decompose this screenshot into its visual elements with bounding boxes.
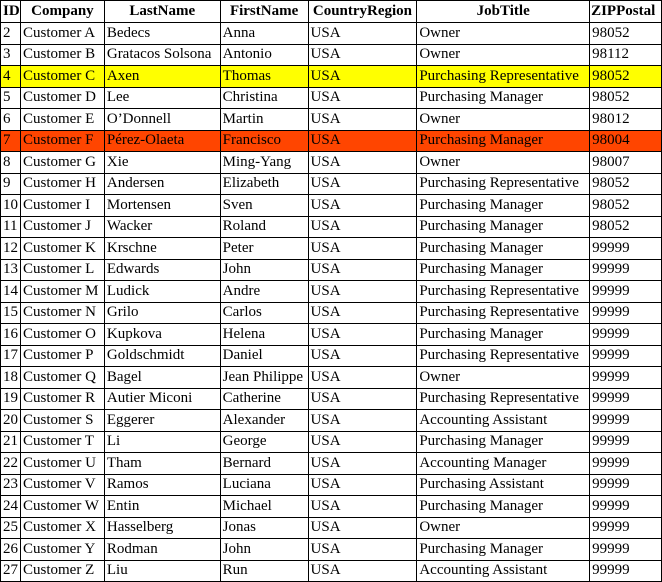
cell-lastname: Xie: [104, 152, 220, 174]
cell-countryregion: USA: [308, 345, 417, 367]
cell-countryregion: USA: [308, 259, 417, 281]
cell-firstname: Catherine: [220, 388, 308, 410]
cell-lastname: Axen: [104, 66, 220, 88]
cell-zippostal: 98052: [590, 66, 662, 88]
cell-jobtitle: Accounting Manager: [417, 453, 590, 475]
cell-lastname: Krschne: [104, 238, 220, 260]
cell-lastname: Eggerer: [104, 410, 220, 432]
cell-zippostal: 99999: [590, 281, 662, 303]
cell-countryregion: USA: [308, 496, 417, 518]
cell-company: Customer B: [20, 44, 104, 66]
cell-countryregion: USA: [308, 367, 417, 389]
cell-firstname: Ming-Yang: [220, 152, 308, 174]
cell-countryregion: USA: [308, 302, 417, 324]
table-row: [1, 410, 662, 432]
cell-firstname: Roland: [220, 216, 308, 238]
cell-company: Customer T: [20, 431, 104, 453]
cell-company: Customer N: [20, 302, 104, 324]
cell-jobtitle: Accounting Assistant: [417, 560, 590, 582]
cell-countryregion: USA: [308, 281, 417, 303]
cell-company: Customer M: [20, 281, 104, 303]
cell-zippostal: 99999: [590, 324, 662, 346]
cell-zippostal: 98052: [590, 216, 662, 238]
cell-countryregion: USA: [308, 388, 417, 410]
cell-jobtitle: Purchasing Manager: [417, 130, 590, 152]
header-row: [1, 1, 662, 23]
cell-company: Customer R: [20, 388, 104, 410]
cell-jobtitle: Purchasing Representative: [417, 281, 590, 303]
cell-lastname: Ludick: [104, 281, 220, 303]
cell-jobtitle: Purchasing Manager: [417, 238, 590, 260]
cell-id: 6: [1, 109, 21, 131]
cell-countryregion: USA: [308, 560, 417, 582]
cell-lastname: Pérez-Olaeta: [104, 130, 220, 152]
cell-company: Customer S: [20, 410, 104, 432]
table-row: [1, 539, 662, 561]
cell-company: Customer Z: [20, 560, 104, 582]
cell-countryregion: USA: [308, 173, 417, 195]
cell-zippostal: 98052: [590, 23, 662, 45]
cell-zippostal: 98052: [590, 87, 662, 109]
cell-id: 4: [1, 66, 21, 88]
cell-company: Customer C: [20, 66, 104, 88]
header-company: Company: [20, 1, 104, 23]
cell-jobtitle: Owner: [417, 44, 590, 66]
cell-jobtitle: Purchasing Manager: [417, 539, 590, 561]
cell-firstname: Elizabeth: [220, 173, 308, 195]
cell-zippostal: 99999: [590, 539, 662, 561]
cell-countryregion: USA: [308, 195, 417, 217]
cell-zippostal: 99999: [590, 431, 662, 453]
cell-company: Customer F: [20, 130, 104, 152]
cell-countryregion: USA: [308, 453, 417, 475]
cell-firstname: Francisco: [220, 130, 308, 152]
cell-id: 7: [1, 130, 21, 152]
table-row: [1, 87, 662, 109]
cell-firstname: George: [220, 431, 308, 453]
cell-firstname: Jonas: [220, 517, 308, 539]
table-row: [1, 431, 662, 453]
cell-countryregion: USA: [308, 130, 417, 152]
table-row: [1, 216, 662, 238]
table-row: [1, 109, 662, 131]
cell-countryregion: USA: [308, 87, 417, 109]
cell-jobtitle: Purchasing Representative: [417, 66, 590, 88]
cell-company: Customer Y: [20, 539, 104, 561]
cell-lastname: Lee: [104, 87, 220, 109]
cell-lastname: Bagel: [104, 367, 220, 389]
table-row: [1, 474, 662, 496]
cell-id: 22: [1, 453, 21, 475]
cell-id: 18: [1, 367, 21, 389]
cell-jobtitle: Purchasing Manager: [417, 259, 590, 281]
cell-id: 20: [1, 410, 21, 432]
cell-id: 17: [1, 345, 21, 367]
table-body: [1, 23, 662, 582]
cell-lastname: Goldschmidt: [104, 345, 220, 367]
cell-company: Customer H: [20, 173, 104, 195]
cell-company: Customer J: [20, 216, 104, 238]
header-jobtitle: JobTitle: [417, 1, 590, 23]
cell-id: 5: [1, 87, 21, 109]
cell-firstname: John: [220, 259, 308, 281]
cell-id: 15: [1, 302, 21, 324]
cell-firstname: Peter: [220, 238, 308, 260]
table-row: [1, 388, 662, 410]
cell-id: 23: [1, 474, 21, 496]
cell-company: Customer E: [20, 109, 104, 131]
cell-firstname: Helena: [220, 324, 308, 346]
cell-jobtitle: Purchasing Manager: [417, 324, 590, 346]
cell-id: 27: [1, 560, 21, 582]
cell-zippostal: 98112: [590, 44, 662, 66]
cell-company: Customer U: [20, 453, 104, 475]
header-countryregion: CountryRegion: [308, 1, 417, 23]
cell-jobtitle: Accounting Assistant: [417, 410, 590, 432]
cell-zippostal: 99999: [590, 474, 662, 496]
table-row: [1, 238, 662, 260]
cell-lastname: Ramos: [104, 474, 220, 496]
cell-countryregion: USA: [308, 66, 417, 88]
cell-jobtitle: Purchasing Manager: [417, 195, 590, 217]
table-row: [1, 66, 662, 88]
table-row: [1, 23, 662, 45]
cell-lastname: O’Donnell: [104, 109, 220, 131]
cell-zippostal: 99999: [590, 496, 662, 518]
cell-firstname: Anna: [220, 23, 308, 45]
cell-company: Customer K: [20, 238, 104, 260]
table-row: [1, 302, 662, 324]
table-row: [1, 453, 662, 475]
header-zippostal: ZIPPostal: [590, 1, 662, 23]
cell-countryregion: USA: [308, 109, 417, 131]
cell-countryregion: USA: [308, 539, 417, 561]
cell-id: 11: [1, 216, 21, 238]
cell-id: 21: [1, 431, 21, 453]
cell-lastname: Grilo: [104, 302, 220, 324]
table-row: [1, 324, 662, 346]
cell-zippostal: 99999: [590, 453, 662, 475]
cell-firstname: Michael: [220, 496, 308, 518]
cell-company: Customer D: [20, 87, 104, 109]
cell-countryregion: USA: [308, 44, 417, 66]
cell-firstname: Jean Philippe: [220, 367, 308, 389]
cell-zippostal: 99999: [590, 560, 662, 582]
cell-jobtitle: Purchasing Representative: [417, 302, 590, 324]
cell-lastname: Wacker: [104, 216, 220, 238]
cell-jobtitle: Owner: [417, 367, 590, 389]
cell-lastname: Andersen: [104, 173, 220, 195]
cell-zippostal: 99999: [590, 238, 662, 260]
cell-zippostal: 99999: [590, 367, 662, 389]
cell-zippostal: 99999: [590, 388, 662, 410]
cell-zippostal: 98052: [590, 195, 662, 217]
cell-jobtitle: Purchasing Manager: [417, 496, 590, 518]
cell-jobtitle: Owner: [417, 152, 590, 174]
cell-countryregion: USA: [308, 152, 417, 174]
table-row: [1, 496, 662, 518]
cell-id: 9: [1, 173, 21, 195]
table-row: [1, 517, 662, 539]
cell-firstname: John: [220, 539, 308, 561]
cell-firstname: Christina: [220, 87, 308, 109]
table-row: [1, 259, 662, 281]
cell-jobtitle: Owner: [417, 109, 590, 131]
cell-id: 14: [1, 281, 21, 303]
cell-id: 12: [1, 238, 21, 260]
table-row: [1, 173, 662, 195]
cell-lastname: Tham: [104, 453, 220, 475]
cell-id: 13: [1, 259, 21, 281]
cell-zippostal: 99999: [590, 345, 662, 367]
cell-company: Customer V: [20, 474, 104, 496]
cell-firstname: Sven: [220, 195, 308, 217]
cell-company: Customer O: [20, 324, 104, 346]
cell-company: Customer X: [20, 517, 104, 539]
cell-zippostal: 98004: [590, 130, 662, 152]
cell-zippostal: 99999: [590, 410, 662, 432]
cell-jobtitle: Purchasing Manager: [417, 87, 590, 109]
header-id: ID: [1, 1, 21, 23]
cell-zippostal: 98052: [590, 173, 662, 195]
table-row: [1, 281, 662, 303]
cell-jobtitle: Purchasing Assistant: [417, 474, 590, 496]
header-firstname: FirstName: [220, 1, 308, 23]
cell-jobtitle: Purchasing Representative: [417, 345, 590, 367]
cell-lastname: Mortensen: [104, 195, 220, 217]
cell-id: 25: [1, 517, 21, 539]
cell-lastname: Gratacos Solsona: [104, 44, 220, 66]
cell-zippostal: 98012: [590, 109, 662, 131]
cell-company: Customer I: [20, 195, 104, 217]
table-row: [1, 345, 662, 367]
cell-jobtitle: Purchasing Manager: [417, 431, 590, 453]
cell-firstname: Alexander: [220, 410, 308, 432]
cell-company: Customer W: [20, 496, 104, 518]
cell-firstname: Martin: [220, 109, 308, 131]
cell-countryregion: USA: [308, 324, 417, 346]
cell-firstname: Bernard: [220, 453, 308, 475]
cell-lastname: Edwards: [104, 259, 220, 281]
cell-lastname: Liu: [104, 560, 220, 582]
cell-jobtitle: Purchasing Manager: [417, 216, 590, 238]
cell-zippostal: 98007: [590, 152, 662, 174]
cell-firstname: Daniel: [220, 345, 308, 367]
cell-id: 8: [1, 152, 21, 174]
cell-lastname: Hasselberg: [104, 517, 220, 539]
cell-firstname: Antonio: [220, 44, 308, 66]
cell-id: 19: [1, 388, 21, 410]
cell-zippostal: 99999: [590, 259, 662, 281]
cell-lastname: Li: [104, 431, 220, 453]
cell-company: Customer G: [20, 152, 104, 174]
cell-firstname: Andre: [220, 281, 308, 303]
cell-company: Customer Q: [20, 367, 104, 389]
cell-zippostal: 99999: [590, 517, 662, 539]
table-row: [1, 44, 662, 66]
cell-countryregion: USA: [308, 238, 417, 260]
cell-firstname: Run: [220, 560, 308, 582]
cell-firstname: Thomas: [220, 66, 308, 88]
cell-company: Customer A: [20, 23, 104, 45]
cell-countryregion: USA: [308, 410, 417, 432]
cell-lastname: Entin: [104, 496, 220, 518]
header-lastname: LastName: [104, 1, 220, 23]
table-row: [1, 195, 662, 217]
table-row: [1, 367, 662, 389]
cell-lastname: Rodman: [104, 539, 220, 561]
cell-company: Customer P: [20, 345, 104, 367]
cell-countryregion: USA: [308, 216, 417, 238]
cell-zippostal: 99999: [590, 302, 662, 324]
cell-id: 26: [1, 539, 21, 561]
cell-id: 3: [1, 44, 21, 66]
cell-countryregion: USA: [308, 431, 417, 453]
table-header: [1, 1, 662, 23]
cell-firstname: Luciana: [220, 474, 308, 496]
table-row: [1, 152, 662, 174]
cell-id: 2: [1, 23, 21, 45]
cell-company: Customer L: [20, 259, 104, 281]
cell-id: 10: [1, 195, 21, 217]
table-row: [1, 130, 662, 152]
cell-jobtitle: Owner: [417, 23, 590, 45]
cell-firstname: Carlos: [220, 302, 308, 324]
cell-jobtitle: Purchasing Representative: [417, 388, 590, 410]
cell-id: 16: [1, 324, 21, 346]
cell-jobtitle: Purchasing Representative: [417, 173, 590, 195]
cell-lastname: Kupkova: [104, 324, 220, 346]
cell-id: 24: [1, 496, 21, 518]
cell-countryregion: USA: [308, 517, 417, 539]
cell-lastname: Autier Miconi: [104, 388, 220, 410]
cell-countryregion: USA: [308, 23, 417, 45]
cell-jobtitle: Owner: [417, 517, 590, 539]
table-row: [1, 560, 662, 582]
cell-countryregion: USA: [308, 474, 417, 496]
cell-lastname: Bedecs: [104, 23, 220, 45]
